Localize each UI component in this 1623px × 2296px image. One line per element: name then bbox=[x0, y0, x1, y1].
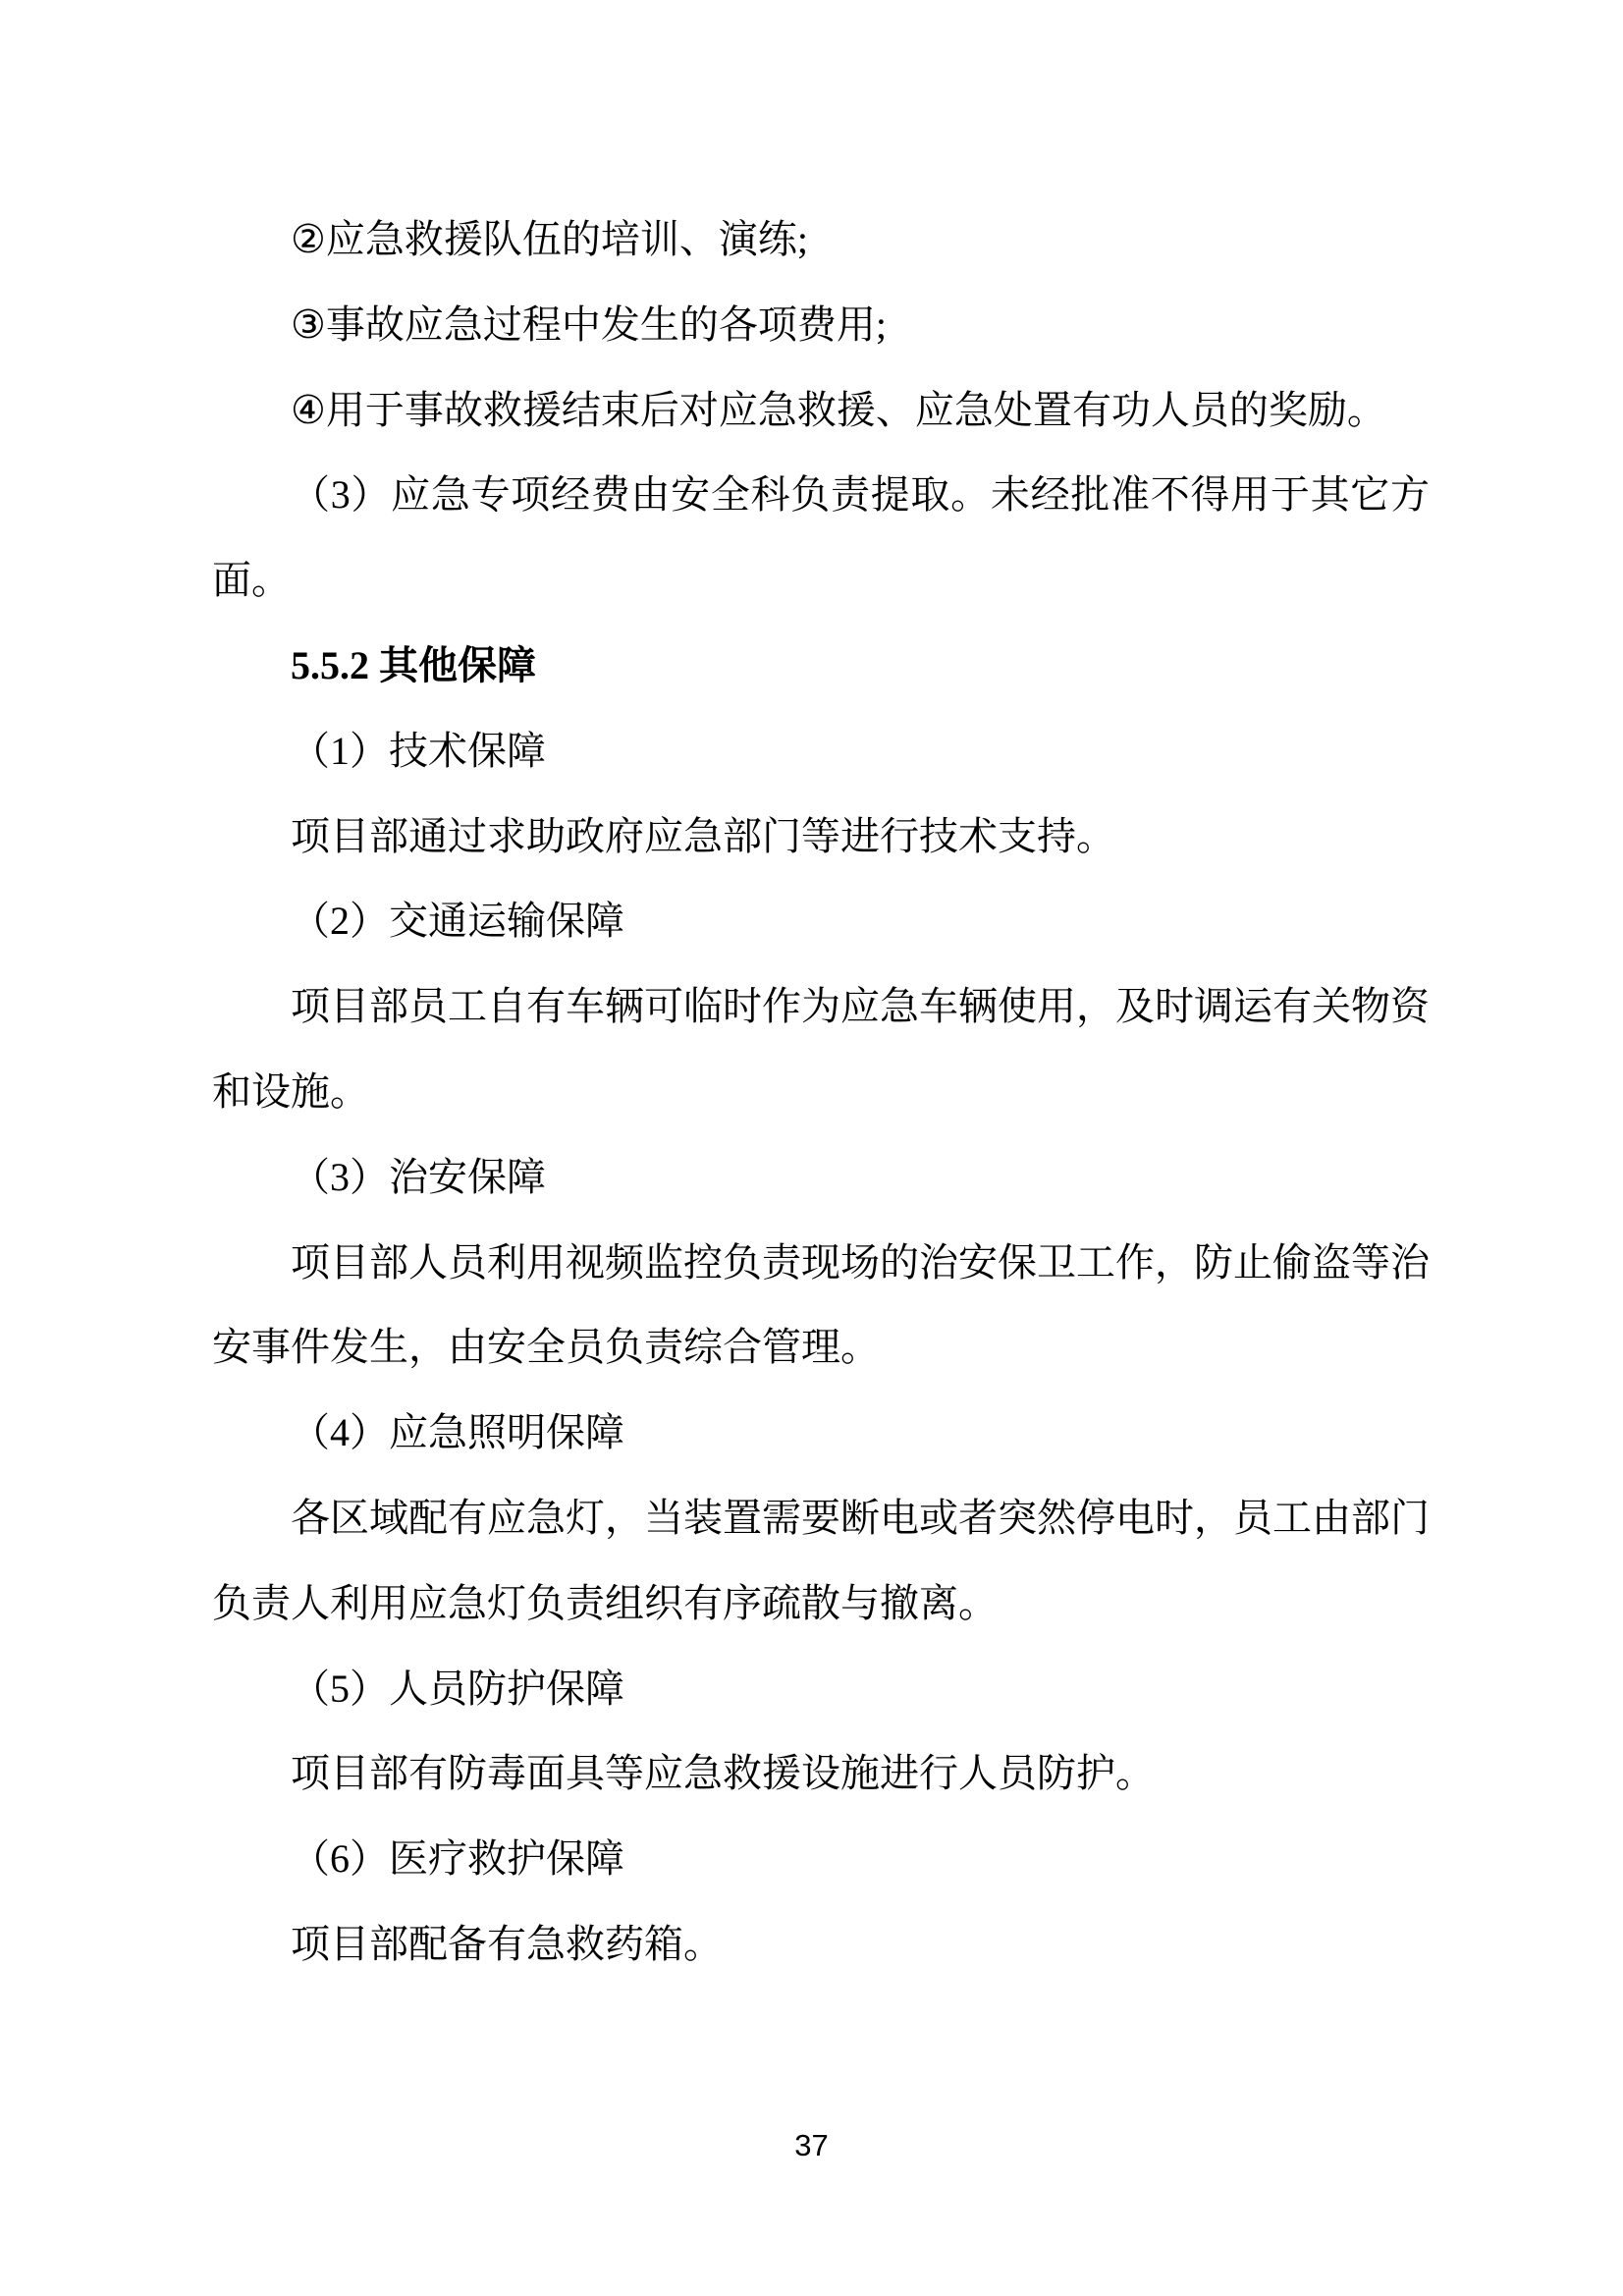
item-5-body: 项目部有防毒面具等应急救援设施进行人员防护。 bbox=[291, 1751, 1155, 1796]
list-item-circled-3: ③事故应急过程中发生的各项费用; bbox=[291, 301, 887, 347]
item-1-title: （1）技术保障 bbox=[291, 728, 546, 773]
page-footer bbox=[0, 2129, 1623, 2162]
item-4-body-line-1: 各区域配有应急灯，当装置需要断电或者突然停电时，员工由部门 bbox=[291, 1495, 1430, 1540]
item-2-body-line-2: 和设施。 bbox=[212, 1068, 369, 1114]
list-item-circled-2: ②应急救援队伍的培训、演练; bbox=[291, 217, 808, 261]
item-3-title: （3）治安保障 bbox=[291, 1154, 546, 1199]
item-6-title: （6）医疗救护保障 bbox=[291, 1836, 624, 1882]
item-2-title: （2）交通运输保障 bbox=[291, 899, 624, 944]
item-2-body-line-1: 项目部员工自有车辆可临时作为应急车辆使用，及时调运有关物资 bbox=[291, 984, 1430, 1029]
item-3-body-line-1: 项目部人员利用视频监控负责现场的治安保卫工作，防止偷盗等治 bbox=[291, 1239, 1430, 1285]
item-1-body: 项目部通过求助政府应急部门等进行技术支持。 bbox=[291, 813, 1115, 858]
paragraph-3-line-2: 面。 bbox=[212, 558, 291, 603]
page-number: 37 bbox=[794, 2128, 829, 2162]
list-item-circled-4: ④用于事故救援结束后对应急救援、应急处置有功人员的奖励。 bbox=[291, 387, 1386, 432]
item-6-body: 项目部配备有急救药箱。 bbox=[291, 1921, 723, 1966]
text-column bbox=[212, 197, 1430, 1988]
item-4-title: （4）应急照明保障 bbox=[291, 1410, 624, 1455]
paragraph-3-line-1: （3）应急专项经费由安全科负责提取。未经批准不得用于其它方 bbox=[291, 472, 1430, 518]
item-5-title: （5）人员防护保障 bbox=[291, 1666, 624, 1711]
item-3-body-line-2: 安事件发生，由安全员负责综合管理。 bbox=[212, 1325, 880, 1370]
section-heading-5-5-2: 5.5.2 其他保障 bbox=[291, 642, 536, 687]
item-4-body-line-2: 负责人利用应急灯负责组织有序疏散与撤离。 bbox=[212, 1580, 998, 1625]
